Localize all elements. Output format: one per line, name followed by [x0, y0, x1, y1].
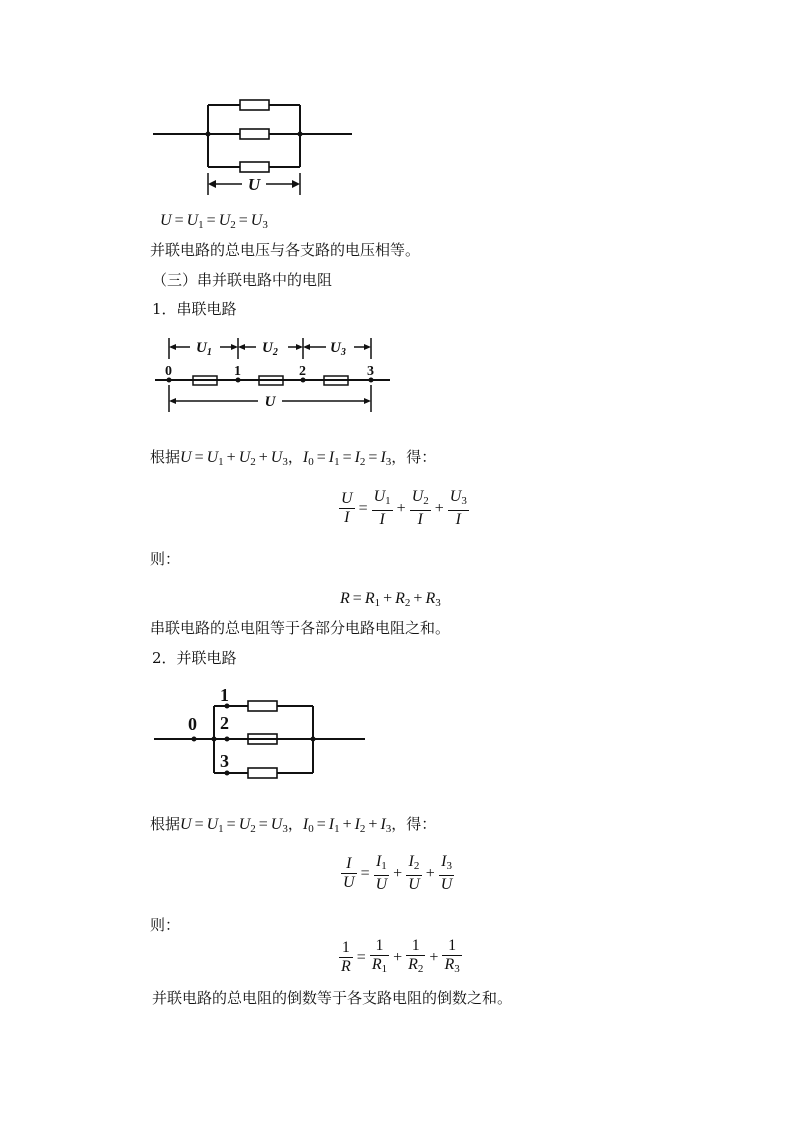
node-label-2: 2 — [299, 364, 306, 379]
seg-label-u1: U — [196, 340, 207, 356]
series-heading: 1．串联电路 — [152, 300, 237, 318]
parallel-circuit-diagram — [150, 680, 375, 780]
svg-text:U2: $U_2$ — [262, 340, 278, 358]
series-result-text: 串联电路的总电阻等于各部分电路电阻之和。 — [150, 619, 451, 637]
node-label-1: 1 — [234, 364, 241, 379]
node-label-0: 0 — [165, 364, 172, 379]
parallel-voltage-text: 并联电路的总电压与各支路的电压相等。 — [150, 241, 421, 259]
seg-label-u2: U — [262, 340, 273, 356]
parallel-resistance-eq: $\frac{1}{R}$ = $\frac{1}{R_1}$ + $\frac{1}{R_2}$ + $\frac{1}{R_3}$ — [341, 937, 460, 975]
p-node-label-0: 0 — [188, 714, 197, 734]
seg-label-u3: U — [330, 340, 341, 356]
eq-parallel-voltage: $U = U_1 = U_2 = U_3$ — [160, 212, 268, 231]
parallel-given-line: 根据$U = U_1 = U_2 = U_3$，$I_0 = I_1 + I_2 + I_3$，得： — [150, 815, 437, 835]
svg-text:U3: $U_3$ — [330, 340, 346, 358]
total-label-u: U — [264, 394, 276, 410]
p-node-label-3: 3 — [220, 751, 229, 771]
parallel-then: 则： — [150, 916, 181, 934]
p-node-label-1: 1 — [220, 685, 229, 705]
parallel-fraction-eq: $\frac{I}{U}$ = $\frac{I_1}{U}$ + $\frac{I_2}{U}$ + $\frac{I_3}{U}$ — [343, 853, 453, 893]
series-given-line: 根据$U = U_1 + U_2 + U_3$，$I_0 = I_1 = I_2 = I_3$，得： — [150, 448, 437, 468]
svg-text:U1: $U_1$ — [196, 340, 212, 358]
parallel-voltage-diagram — [150, 95, 360, 200]
diagram-label-u: U — [247, 175, 261, 194]
series-circuit-diagram — [150, 330, 395, 415]
parallel-heading: 2．并联电路 — [152, 649, 237, 667]
parallel-result-text: 并联电路的总电阻的倒数等于各支路电阻的倒数之和。 — [152, 989, 513, 1007]
series-then: 则： — [150, 550, 181, 568]
series-fraction-eq: $\frac{U}{I}$ = $\frac{U_1}{I}$ + $\frac{U_2}{I}$ + $\frac{U_3}{I}$ — [341, 488, 467, 528]
node-label-3: 3 — [367, 364, 374, 379]
series-resistance-eq: $R = R_1 + R_2 + R_3$ — [340, 590, 441, 609]
section-heading: （三）串并联电路中的电阻 — [152, 271, 333, 289]
p-node-label-2: 2 — [220, 713, 229, 733]
